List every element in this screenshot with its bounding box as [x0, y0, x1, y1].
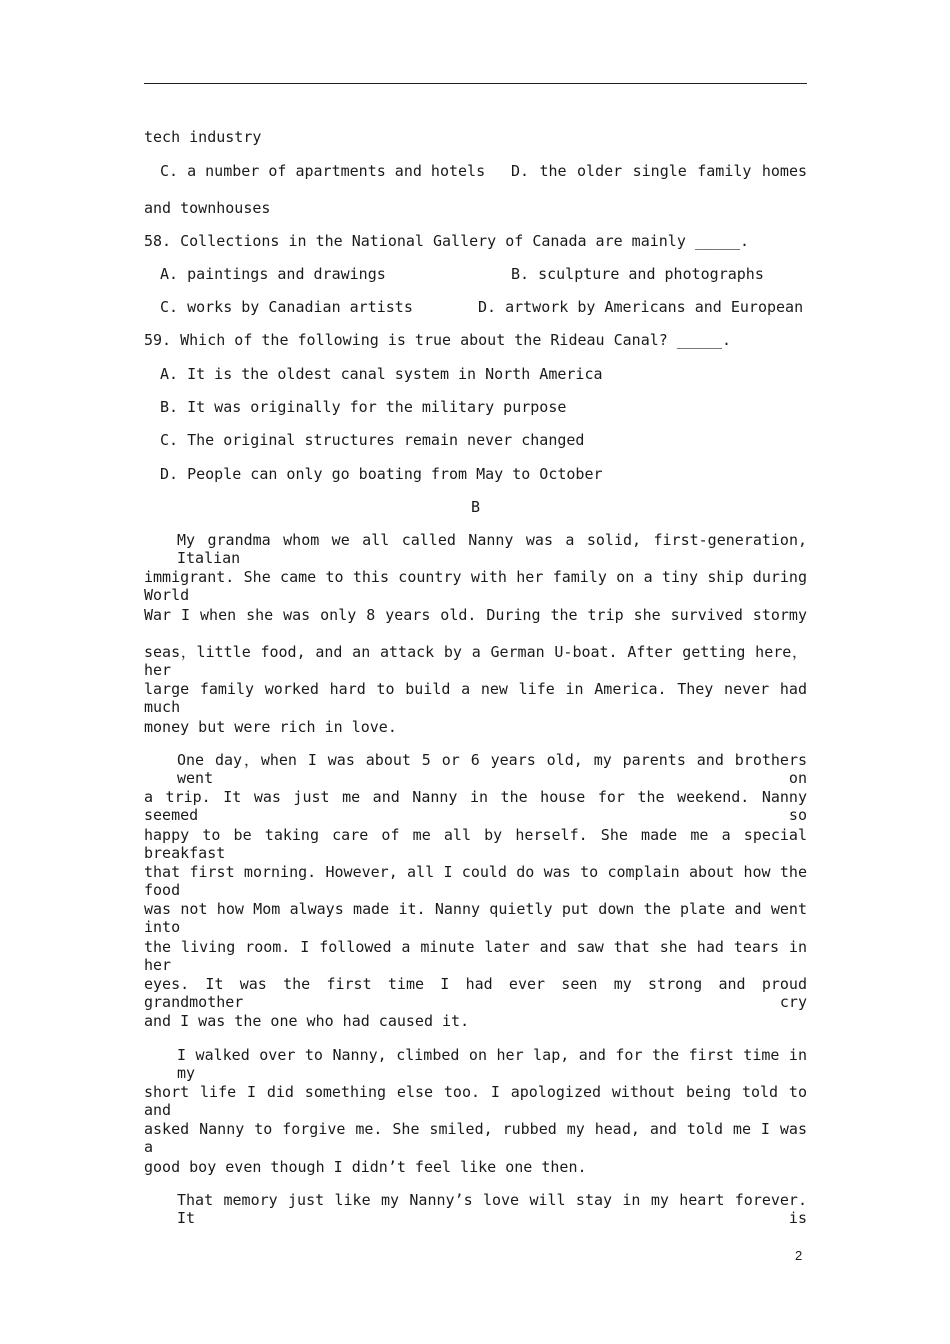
paragraph-line: money but were rich in love.: [144, 718, 397, 736]
paragraph-line: was not how Mom always made it. Nanny quietly put down the plate and went into: [144, 900, 807, 936]
option-b: B. sculpture and photographs: [511, 265, 764, 283]
section-heading: B: [470, 498, 481, 516]
paragraph-line: I walked over to Nanny, climbed on her lap, and for the first time in my: [177, 1046, 807, 1082]
option-c: C. works by Canadian artists: [160, 298, 413, 316]
paragraph-line: good boy even though I didn’t feel like one then.: [144, 1158, 587, 1176]
paragraph-line: immigrant. She came to this country with her family on a tiny ship during World: [144, 568, 807, 604]
paragraph-line: the living room. I followed a minute later and saw that she had tears in her: [144, 938, 807, 974]
text-line: and townhouses: [144, 199, 271, 217]
paragraph-line: happy to be taking care of me all by herself. She made me a special breakfast: [144, 826, 807, 862]
option-c: C. a number of apartments and hotels: [160, 162, 486, 180]
page-number: 2: [795, 1248, 803, 1263]
paragraph-line: and I was the one who had caused it.: [144, 1012, 470, 1030]
option-a: A. paintings and drawings: [160, 265, 386, 283]
paragraph-line: a trip. It was just me and Nanny in the house for the weekend. Nanny seemed so: [144, 788, 807, 824]
option-c: C. The original structures remain never changed: [160, 431, 585, 449]
paragraph-line: My grandma whom we all called Nanny was a solid, first-generation, Italian: [177, 531, 807, 567]
option-d: D. the older single family homes: [511, 162, 807, 180]
paragraph-line: That memory just like my Nanny’s love will stay in my heart forever. It is: [177, 1191, 807, 1227]
option-d: D. People can only go boating from May to October: [160, 465, 603, 483]
option-a: A. It is the oldest canal system in North America: [160, 365, 603, 383]
text-line: tech industry: [144, 128, 262, 146]
paragraph-line: One day，when I was about 5 or 6 years old, my parents and brothers went on: [177, 751, 807, 787]
paragraph-line: that first morning. However, all I could do was to complain about how the food: [144, 863, 807, 899]
paragraph-line: seas，little food, and an attack by a German U-boat. After getting here，her: [144, 643, 807, 679]
paragraph-line: War I when she was only 8 years old. During the trip she survived stormy: [144, 606, 807, 624]
option-d: D. artwork by Americans and European: [478, 298, 804, 316]
paragraph-line: short life I did something else too. I apologized without being told to and: [144, 1083, 807, 1119]
question-59: 59. Which of the following is true about the Rideau Canal? _____.: [144, 331, 731, 349]
question-58: 58. Collections in the National Gallery of Canada are mainly _____.: [144, 232, 750, 250]
option-b: B. It was originally for the military purpose: [160, 398, 567, 416]
paragraph-line: large family worked hard to build a new life in America. They never had much: [144, 680, 807, 716]
paragraph-line: eyes. It was the first time I had ever seen my strong and proud grandmother cry: [144, 975, 807, 1011]
paragraph-line: asked Nanny to forgive me. She smiled, rubbed my head, and told me I was a: [144, 1120, 807, 1156]
header-rule: [144, 83, 807, 84]
